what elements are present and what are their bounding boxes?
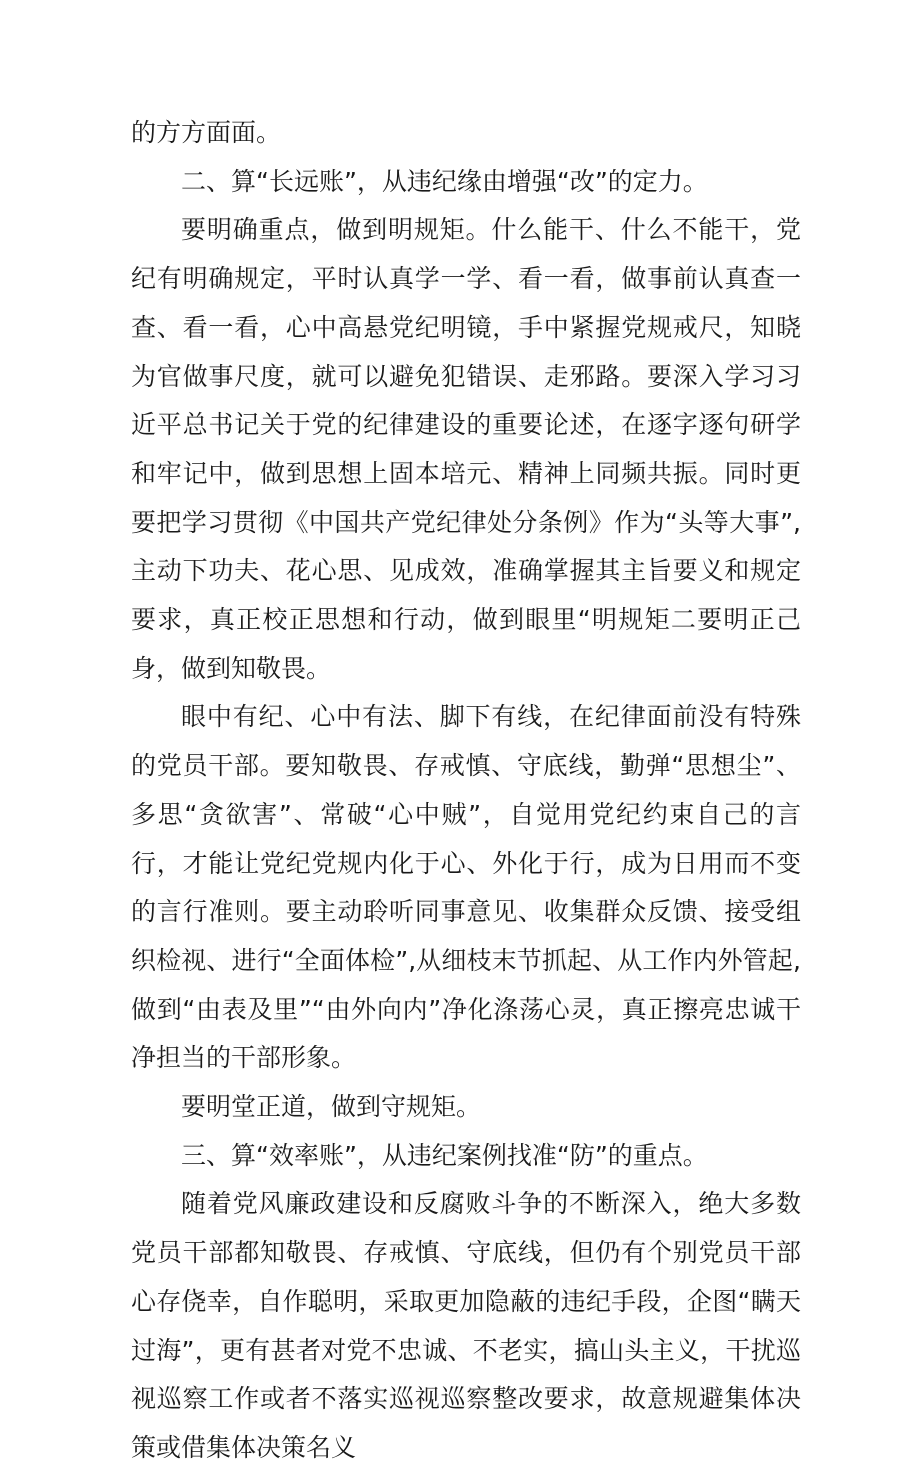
- paragraph-clear-rules: 要明确重点，做到明规矩。什么能干、什么不能干，党纪有明确规定，平时认真学一学、看一看，做事前认真查一查、看一看，心中高悬党纪明镜，手中紧握党规戒尺，知晓为官做事尺度，就可以避免犯错误、走邪路。要深入学习习近平总书记关于党的纪律建设的重要论述，在逐字逐句研学和牢记中，做到思想上固本培元、精神上同频共振。同时更要把学习贯彻《中国共产党纪律处分条例》作为“头等大事”,主动下功夫、花心思、见成效，准确掌握其主旨要义和规定要求，真正校正思想和行动，做到眼里“明规矩二要明正己身，做到知敬畏。: [131, 215, 801, 683]
- section-heading-3: 三、算“效率账”，从违纪案例找准“防”的重点。: [181, 1140, 708, 1170]
- paragraph-continuation: 的方方面面。: [131, 118, 282, 147]
- paragraph-keep-rules: 要明堂正道，做到守规矩。: [181, 1092, 482, 1122]
- section-heading-2: 二、算“长远账”，从违纪缘由增强“改”的定力。: [181, 166, 708, 196]
- document-body: [131, 109, 801, 1473]
- paragraph-anti-corruption: 随着党风廉政建设和反腐败斗争的不断深入，绝大多数党员干部都知敬畏、存戒慎、守底线，但仍有个别党员干部心存侥幸，自作聪明，采取更加隐蔽的违纪手段，企图“瞒天过海”，更有甚者对党不忠诚、不老实，搞山头主义，干扰巡视巡察工作或者不落实巡视巡察整改要求，故意规避集体决策或借集体决策名义: [131, 1189, 801, 1462]
- paragraph-discipline-awe: 眼中有纪、心中有法、脚下有线，在纪律面前没有特殊的党员干部。要知敬畏、存戒慎、守底线，勤弹“思想尘”、多思“贪欲害”、常破“心中贼”，自觉用党纪约束自己的言行，才能让党纪党规内化于心、外化于行，成为日用而不变的言行准则。要主动聆听同事意见、收集群众反馈、接受组织检视、进行“全面体检”,从细枝末节抓起、从工作内外管起,做到“由表及里”“由外向内”净化涤荡心灵，真正擦亮忠诚干净担当的干部形象。: [131, 702, 801, 1073]
